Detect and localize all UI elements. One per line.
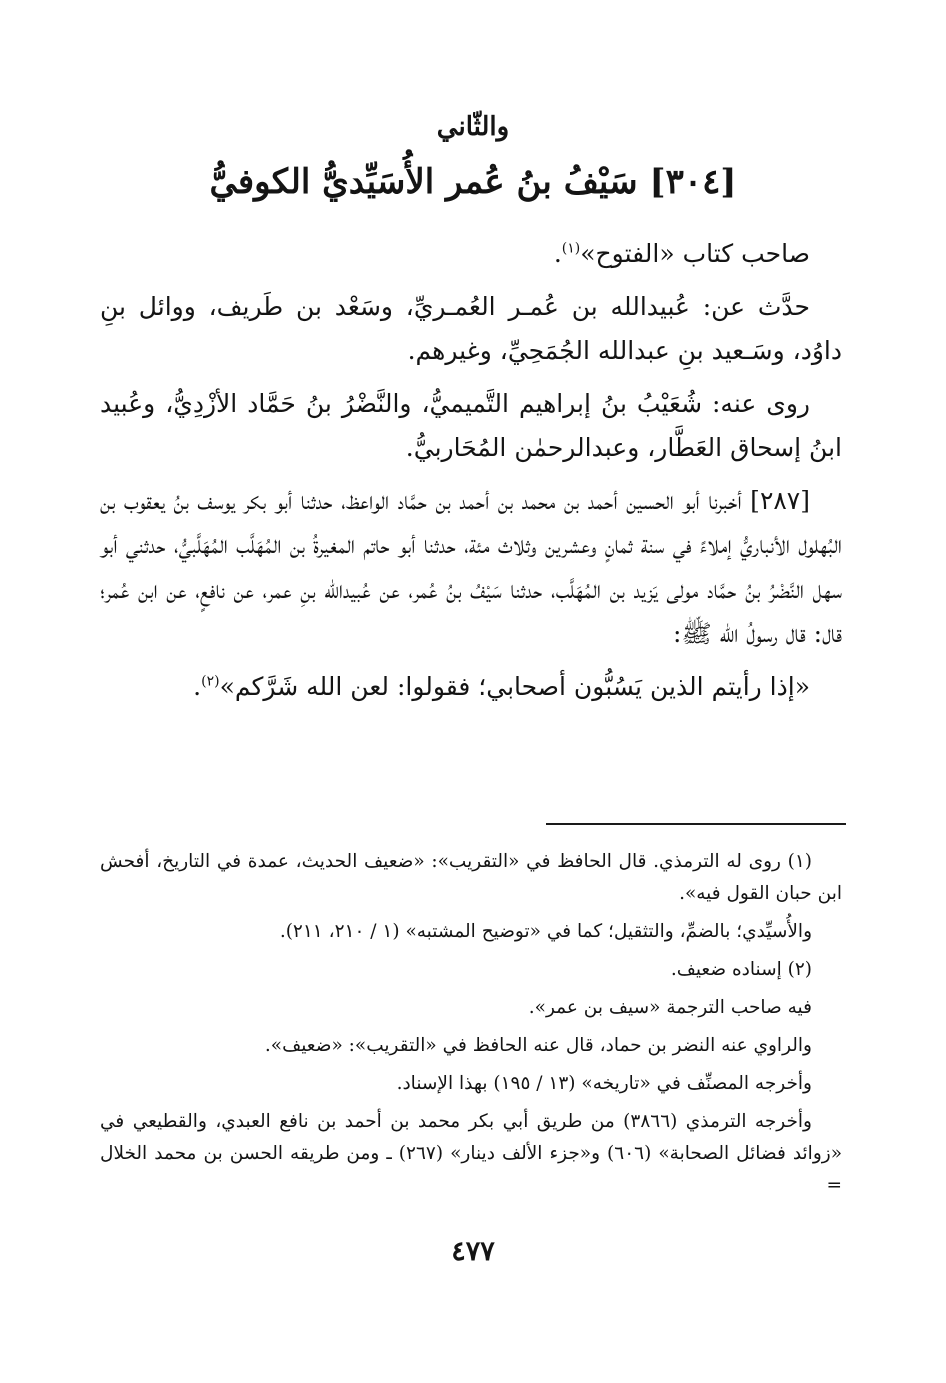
footnote-ref-1: (١) — [561, 240, 581, 257]
footnote-1-note: والأُسيِّدي؛ بالضمِّ، والتثقيل؛ كما في «توضيح المشتبه» (١ / ٢١٠، ٢١١). — [279, 921, 812, 942]
paragraph-narrated-from: حدَّث عن: عُبيدالله بن عُمـر العُمـريِّ، وسَعْد بن طَريف، ووائل بنِ داوُد، وسَـعيد بنِ عبدالله الجُمَحِيِّ، وغيرهم. — [100, 291, 842, 365]
footnote-2-main: (٢) إسناده ضعيف. — [670, 959, 812, 980]
paragraph-narrated-by: روى عنه: شُعَيْبُ بنُ إبراهيم التَّميميُّ، والنَّضْرُ بنُ حَمَّاد الأزْدِيُّ، وعُبيد ابنُ إسحاق العَطَّار، وعبدالرحمٰن المُحَاربيُّ. — [100, 388, 842, 462]
paragraph-hadith-chain: [٢٨٧] أخبرنا أبو الحسين أحمد بن محمد بن أحمد بن حمَّاد الواعظ، حدثنا أبو بكر يوسف بنُ يعقوب بن البُهلول الأنباريُّ إملاءً في سنة ثمانٍ وعشرين وثلاث مئة، حدثنا أبو حاتم المغيرةُ بن المُهَلَّب المُهَلَّبيُّ، حدثني أبو سهل النَّضْرُ بنُ حمَّاد مولى يَزيد بن المُهَلَّب، حدثنا سَيْفُ بنُ عُمر، عن عُبيدالله بنِ عمر، عن نافعٍ، عن ابن عُمر؛ قال: قال رسولُ الله ﷺ: — [100, 485, 842, 648]
paragraph-book — [100, 232, 842, 277]
paragraph-hadith-text — [100, 665, 842, 710]
footnote-2-transmitter: والراوي عنه النضر بن حماد، قال عنه الحافظ في «التقريب»: «ضعيف». — [264, 1035, 812, 1056]
footnote-1-main: (١) روى له الترمذي. قال الحافظ في «التقريب»: «ضعيف الحديث، عمدة في التاريخ، أفحش ابن حبان القول فيه». — [100, 851, 842, 904]
paragraph-book-text: صاحب كتاب «الفتوح» — [580, 239, 810, 268]
section-supertitle: والثّاني — [436, 112, 510, 142]
main-text — [100, 232, 842, 717]
hadith-text: «إذا رأيتم الذين يَسُبُّون أصحابي؛ فقولوا: لعن الله شَرَّكم» — [219, 671, 810, 701]
page-number: ٤٧٧ — [451, 1236, 495, 1267]
footnote-2-narrator: فيه صاحب الترجمة «سيف بن عمر». — [528, 997, 812, 1018]
footnote-separator — [546, 823, 846, 825]
hadith-text-end: . — [193, 671, 202, 701]
footnotes — [100, 846, 842, 1208]
footnote-ref-2: (٢) — [201, 673, 220, 690]
footnote-2-source: وأخرجه المصنِّف في «تاريخه» (١٣ / ١٩٥) بهذا الإسناد. — [396, 1073, 812, 1094]
footnote-2-other-sources: وأخرجه الترمذي (٣٨٦٦) من طريق أبي بكر محمد بن أحمد بن نافع العبدي، والقطيعي في «زوائد فضائل الصحابة» (٦٠٦) و«جزء الألف دينار» (٢٦٧) ـ ومن طريقه الحسن بن محمد الخلال = — [100, 1111, 843, 1196]
paragraph-book-end: . — [553, 239, 562, 268]
entry-title: [٣٠٤] سَيْفُ بنُ عُمر الأُسَيِّديُّ الكوفيُّ — [209, 162, 737, 202]
